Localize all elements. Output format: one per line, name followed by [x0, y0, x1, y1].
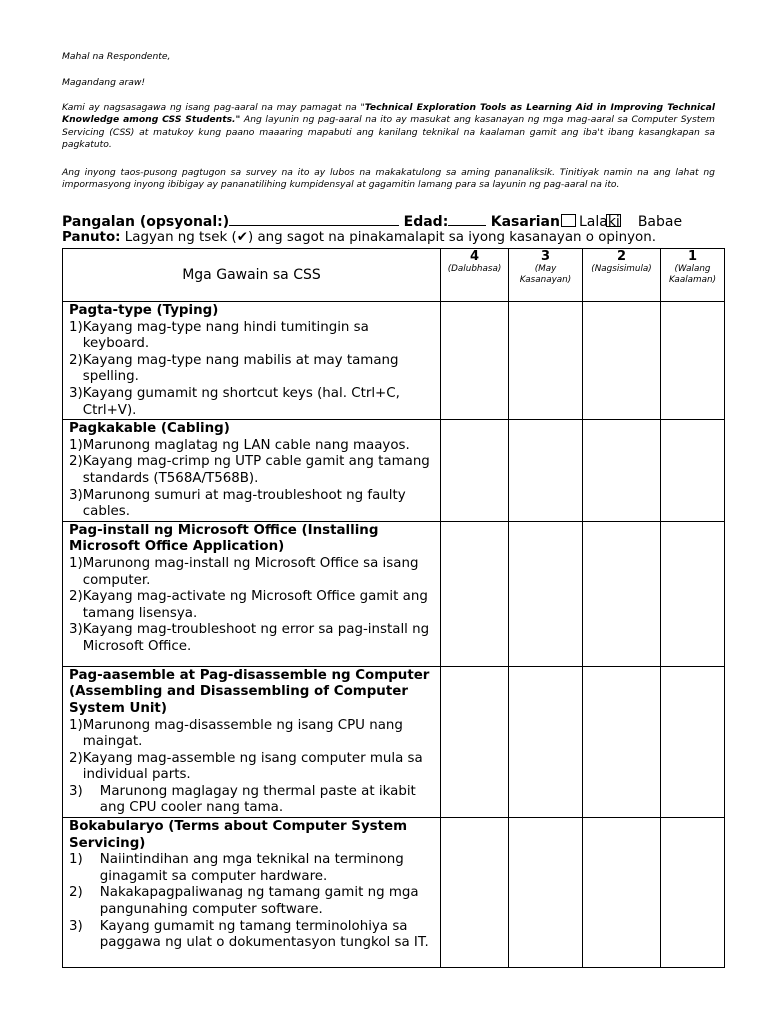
rating-cell-2[interactable]	[583, 666, 661, 817]
age-label: Edad	[403, 214, 443, 230]
table-header-row	[63, 249, 725, 302]
rating-cell-2[interactable]	[583, 818, 661, 968]
scale-header-2: 2 (Nagsisimula)	[583, 249, 661, 302]
skills-table	[62, 248, 725, 968]
section-ms-office: Pag-install ng Microsoft Office (Installing Microsoft Office Application) 1) Marunong mag-install ng Microsoft Office sa isang computer. 2) Kayang mag-activate ng Microsoft Office gamit ang tamang lisensya. 3) Kayang mag-troubleshoot ng error sa pag-install ng Microsoft Office.	[63, 521, 441, 666]
table-row	[63, 818, 725, 968]
section-vocabulary: Bokabularyo (Terms about Computer System Servicing) 1) Naiintindihan ang mga teknikal na terminong ginagamit sa computer hardware. 2) Nakakapagpaliwanag ng tamang gamit ng mga pangunahing computer software. 3) Kayang gumamit ng tamang terminolohiya sa paggawa ng ulat o dokumentasyon tungkol sa IT.	[63, 818, 441, 968]
rating-cell-4[interactable]	[441, 302, 509, 420]
scale-header-4: 4 (Dalubhasa)	[441, 249, 509, 302]
rating-cell-2[interactable]	[583, 302, 661, 420]
letter-paragraph-confidentiality: Ang inyong taos-pusong pagtugon sa survey na ito ay lubos na makakatulong sa aming pananaliksik. Tinitiyak namin na ang lahat ng impormasyong inyong ibibigay ay pananatilihing kumpidensyal at gagamitin lamang para sa layunin ng pag-aaral na ito.	[62, 167, 715, 191]
respondent-fields: Pangalan (opsyonal:) Edad: Kasarian Lalaki Babae	[62, 211, 724, 231]
table-row	[63, 302, 725, 420]
name-label: Pangalan (opsyonal:)	[62, 214, 230, 230]
rating-cell-1[interactable]	[661, 521, 725, 666]
rating-cell-3[interactable]	[509, 302, 583, 420]
rating-cell-4[interactable]	[441, 666, 509, 817]
female-label: Babae	[637, 214, 683, 230]
rating-cell-1[interactable]	[661, 302, 725, 420]
age-input-line[interactable]	[448, 211, 486, 226]
rating-cell-1[interactable]	[661, 818, 725, 968]
section-typing: Pagta-type (Typing) 1) Kayang mag-type nang hindi tumitingin sa keyboard. 2) Kayang mag-type nang mabilis at may tamang spelling. 3) Kayang gumamit ng shortcut keys (hal. Ctrl+C, Ctrl+V).	[63, 302, 441, 420]
instructions-text: Lagyan ng tsek (✔) ang sagot na pinakamalapit sa iyong kasanayan o opinyon.	[120, 230, 656, 245]
study-title: Technical Exploration Tools as Learning Aid in Improving Technical Knowledge among CSS Students."	[62, 102, 715, 126]
letter-salutation: Mahal na Respondente,	[62, 51, 171, 62]
section-assembly: Pag-aasemble at Pag-disassemble ng Computer (Assembling and Disassembling of Computer System Unit) 1) Marunong mag-disassemble ng isang CPU nang maingat. 2) Kayang mag-assemble ng isang computer mula sa individual parts. 3) Marunong maglagay ng thermal paste at ikabit ang CPU cooler nang tama.	[63, 666, 441, 817]
rating-cell-1[interactable]	[661, 420, 725, 522]
table-header-tasks: Mga Gawain sa CSS	[63, 249, 441, 302]
scale-header-1: 1 (Walang Kaalaman)	[661, 249, 725, 302]
rating-cell-3[interactable]	[509, 818, 583, 968]
table-row	[63, 521, 725, 666]
rating-cell-4[interactable]	[441, 521, 509, 666]
rating-cell-3[interactable]	[509, 666, 583, 817]
name-input-line[interactable]	[229, 211, 399, 226]
table-row	[63, 420, 725, 522]
rating-cell-2[interactable]	[583, 420, 661, 522]
rating-cell-4[interactable]	[441, 420, 509, 522]
letter-greeting: Magandang araw!	[62, 77, 146, 88]
male-checkbox[interactable]	[561, 214, 576, 227]
rating-cell-1[interactable]	[661, 666, 725, 817]
letter-paragraph-study: Kami ay nagsasagawa ng isang pag-aaral na may pamagat na "Technical Exploration Tools as Learning Aid in Improving Technical Knowledge among CSS Students." Ang layunin ng pag-aaral na ito ay masukat ang kasanayan ng mga mag-aaral sa Computer System Servicing (CSS) at matukoy kung paano maaaring mapabuti ang kanilang teknikal na kaalaman gamit ang iba't ibang kasangkapan sa pagkatuto.	[62, 102, 715, 151]
rating-cell-3[interactable]	[509, 420, 583, 522]
table-row	[63, 666, 725, 817]
scale-header-3: 3 (May Kasanayan)	[509, 249, 583, 302]
male-label: Lalaki	[578, 214, 620, 230]
rating-cell-4[interactable]	[441, 818, 509, 968]
sex-label: Kasarian	[490, 214, 560, 230]
rating-cell-2[interactable]	[583, 521, 661, 666]
instructions-label: Panuto:	[62, 230, 121, 245]
section-cabling: Pagkakable (Cabling) 1) Marunong maglatag ng LAN cable nang maayos. 2) Kayang mag-crimp ng UTP cable gamit ang tamang standards (T568A/T568B). 3) Marunong sumuri at mag-troubleshoot ng faulty cables.	[63, 420, 441, 522]
rating-cell-3[interactable]	[509, 521, 583, 666]
instructions	[62, 229, 717, 247]
female-checkbox[interactable]	[606, 214, 621, 227]
